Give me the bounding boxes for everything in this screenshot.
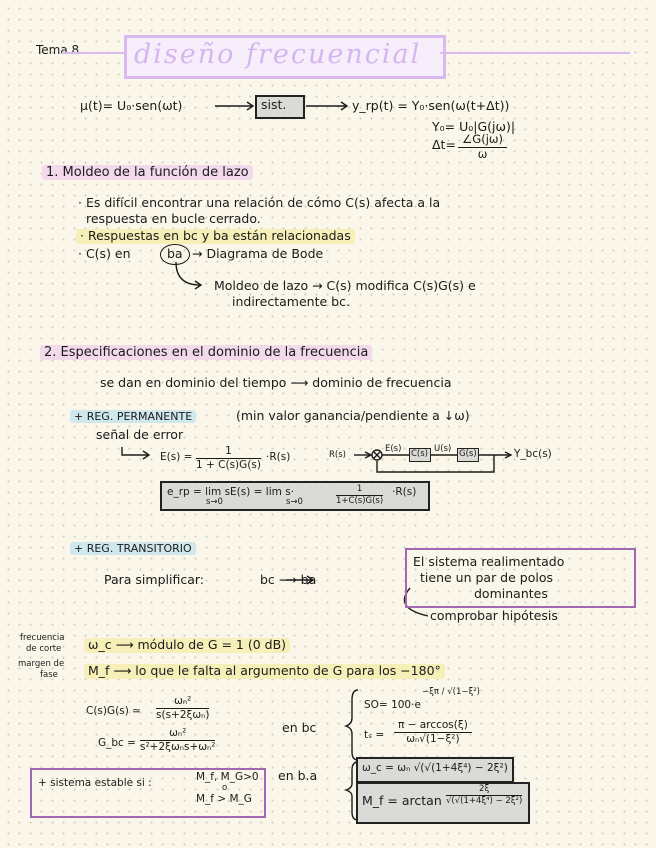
phase-margin-label-2: fase <box>40 670 58 680</box>
steady-state-error-denominator: 1+C(s)G(s) <box>336 495 384 506</box>
bc-to-ba: bc ⟶ ba <box>260 572 317 587</box>
open-loop-numerator: ωₙ² <box>156 696 209 709</box>
bullet-3-suffix: → Diagrama de Bode <box>192 246 324 261</box>
bullet-1-line-1: · Es difícil encontrar una relación de cómo C(s) afecta a la <box>78 195 441 210</box>
block-C-label: C(s) <box>411 449 428 459</box>
cutoff-frequency-label-1: frecuencia <box>20 633 65 643</box>
ba-circled: ba <box>160 244 190 265</box>
stability-or: o <box>222 783 228 793</box>
closed-loop-denominator: s²+2ξωₙs+ωₙ² <box>140 740 216 753</box>
system-label: sist. <box>261 97 287 112</box>
phase-margin-label-1: margen de <box>18 659 65 669</box>
settling-time-fraction <box>394 720 472 744</box>
closed-loop-numerator: ωₙ² <box>140 728 215 741</box>
check-hypothesis: comprobar hipótesis <box>430 608 558 623</box>
open-loop-fraction <box>156 696 209 720</box>
delay-numerator: ∠G(jω) <box>458 134 507 148</box>
error-eq-left: E(s) = <box>160 451 193 463</box>
delay-denominator: ω <box>477 146 488 161</box>
section-1-heading: 1. Moldeo de la función de lazo <box>42 165 253 180</box>
block-G-label: G(s) <box>459 449 477 459</box>
phase-margin-formula-left: M_f = arctan <box>362 793 442 808</box>
loop-shaping-line-2: indirectamente bc. <box>232 294 350 309</box>
output-signal: y_rp(t) = Y₀·sen(ω(t+Δt)) <box>352 98 510 113</box>
error-eq-fraction <box>196 446 261 470</box>
section-2-heading: 2. Especificaciones en el dominio de la frecuencia <box>40 345 372 360</box>
phase-margin-numerator: 2ξ <box>446 785 522 796</box>
settling-time-left: tₛ = <box>364 729 385 741</box>
topic-number: Tema 8 <box>36 43 80 57</box>
block-control-U: U(s) <box>434 444 452 454</box>
limit-subscript-1: s→0 <box>206 497 223 507</box>
error-eq-right: ·R(s) <box>266 451 291 463</box>
loop-shaping-line-1: Moldeo de lazo → C(s) modifica C(s)G(s) e <box>214 278 476 293</box>
settling-time-denominator: ωₙ√(1−ξ²) <box>406 732 460 745</box>
en-ba-label: en b.a <box>278 768 318 783</box>
input-signal: μ(t)= U₀·sen(ωt) <box>80 98 183 113</box>
transient-regime-label: + REG. TRANSITORIO <box>70 542 196 555</box>
block-error-E: E(s) <box>385 444 402 454</box>
dominant-poles-line-1: El sistema realimentado <box>413 554 565 569</box>
permanent-regime-label: + REG. PERMANENTE <box>70 410 196 423</box>
simplify-label: Para simplificar: <box>104 572 204 587</box>
open-loop-denominator: s(s+2ξωₙ) <box>156 708 210 721</box>
bullet-2: · Respuestas en bc y ba están relacionadas <box>76 229 355 244</box>
dominant-poles-line-3: dominantes <box>474 586 548 601</box>
steady-state-error-right: ·R(s) <box>392 486 417 498</box>
limit-subscript-2: s→0 <box>286 497 303 507</box>
delay-fraction <box>458 134 507 160</box>
error-eq-numerator: 1 <box>196 446 261 459</box>
dominant-poles-line-2: tiene un par de polos <box>420 570 553 585</box>
cutoff-frequency-definition: ω_c ⟶ módulo de G = 1 (0 dB) <box>84 638 290 653</box>
phase-margin-denominator: √(√(1+4ξ⁴) − 2ξ²) <box>446 795 523 806</box>
crossover-frequency-formula: ω_c = ωₙ √(√(1+4ξ⁴) − 2ξ²) <box>362 762 508 774</box>
phase-margin-definition: M_f ⟶ lo que le falta al argumento de G para los −180° <box>84 664 445 679</box>
amplitude-formula: Y₀= U₀|G(jω)| <box>432 119 516 134</box>
cutoff-frequency-label-2: de corte <box>26 644 62 654</box>
en-bc-label: en bc <box>282 720 317 735</box>
time-to-frequency: se dan en dominio del tiempo ⟶ dominio de frecuencia <box>100 375 452 390</box>
delay-label: Δt= <box>432 137 456 152</box>
stability-condition-1: M_f, M_G>0 <box>196 771 259 783</box>
stability-label: + sistema estable si : <box>38 777 152 789</box>
open-loop-approx-left: C(s)G(s) ≃ <box>86 705 141 717</box>
steady-state-error-numerator: 1 <box>336 485 383 496</box>
settling-time-numerator: π − arccos(ξ) <box>394 720 472 733</box>
page-title: diseño frecuencial <box>134 39 422 70</box>
bullet-3-prefix: · C(s) en <box>78 246 131 261</box>
error-eq-denominator: 1 + C(s)G(s) <box>196 458 261 471</box>
phase-margin-fraction <box>446 785 522 805</box>
closed-loop-left: G_bc = <box>98 737 136 749</box>
permanent-regime-note: (min valor ganancia/pendiente a ↓ω) <box>236 408 470 423</box>
block-output-Y: Y_bc(s) <box>514 448 552 460</box>
steady-state-error-left: e_rp = lim sE(s) = lim s· <box>167 486 295 498</box>
error-signal-label: señal de error <box>96 427 184 442</box>
bullet-1-line-2: respuesta en bucle cerrado. <box>86 211 261 226</box>
overshoot-formula: SO= 100·e <box>364 699 421 711</box>
stability-condition-2: M_f > M_G <box>196 793 252 805</box>
steady-state-error-fraction <box>336 485 383 505</box>
overshoot-exponent: −ξπ / √(1−ξ²) <box>422 687 480 697</box>
closed-loop-fraction <box>140 728 215 752</box>
block-input-R: R(s) <box>329 450 346 460</box>
